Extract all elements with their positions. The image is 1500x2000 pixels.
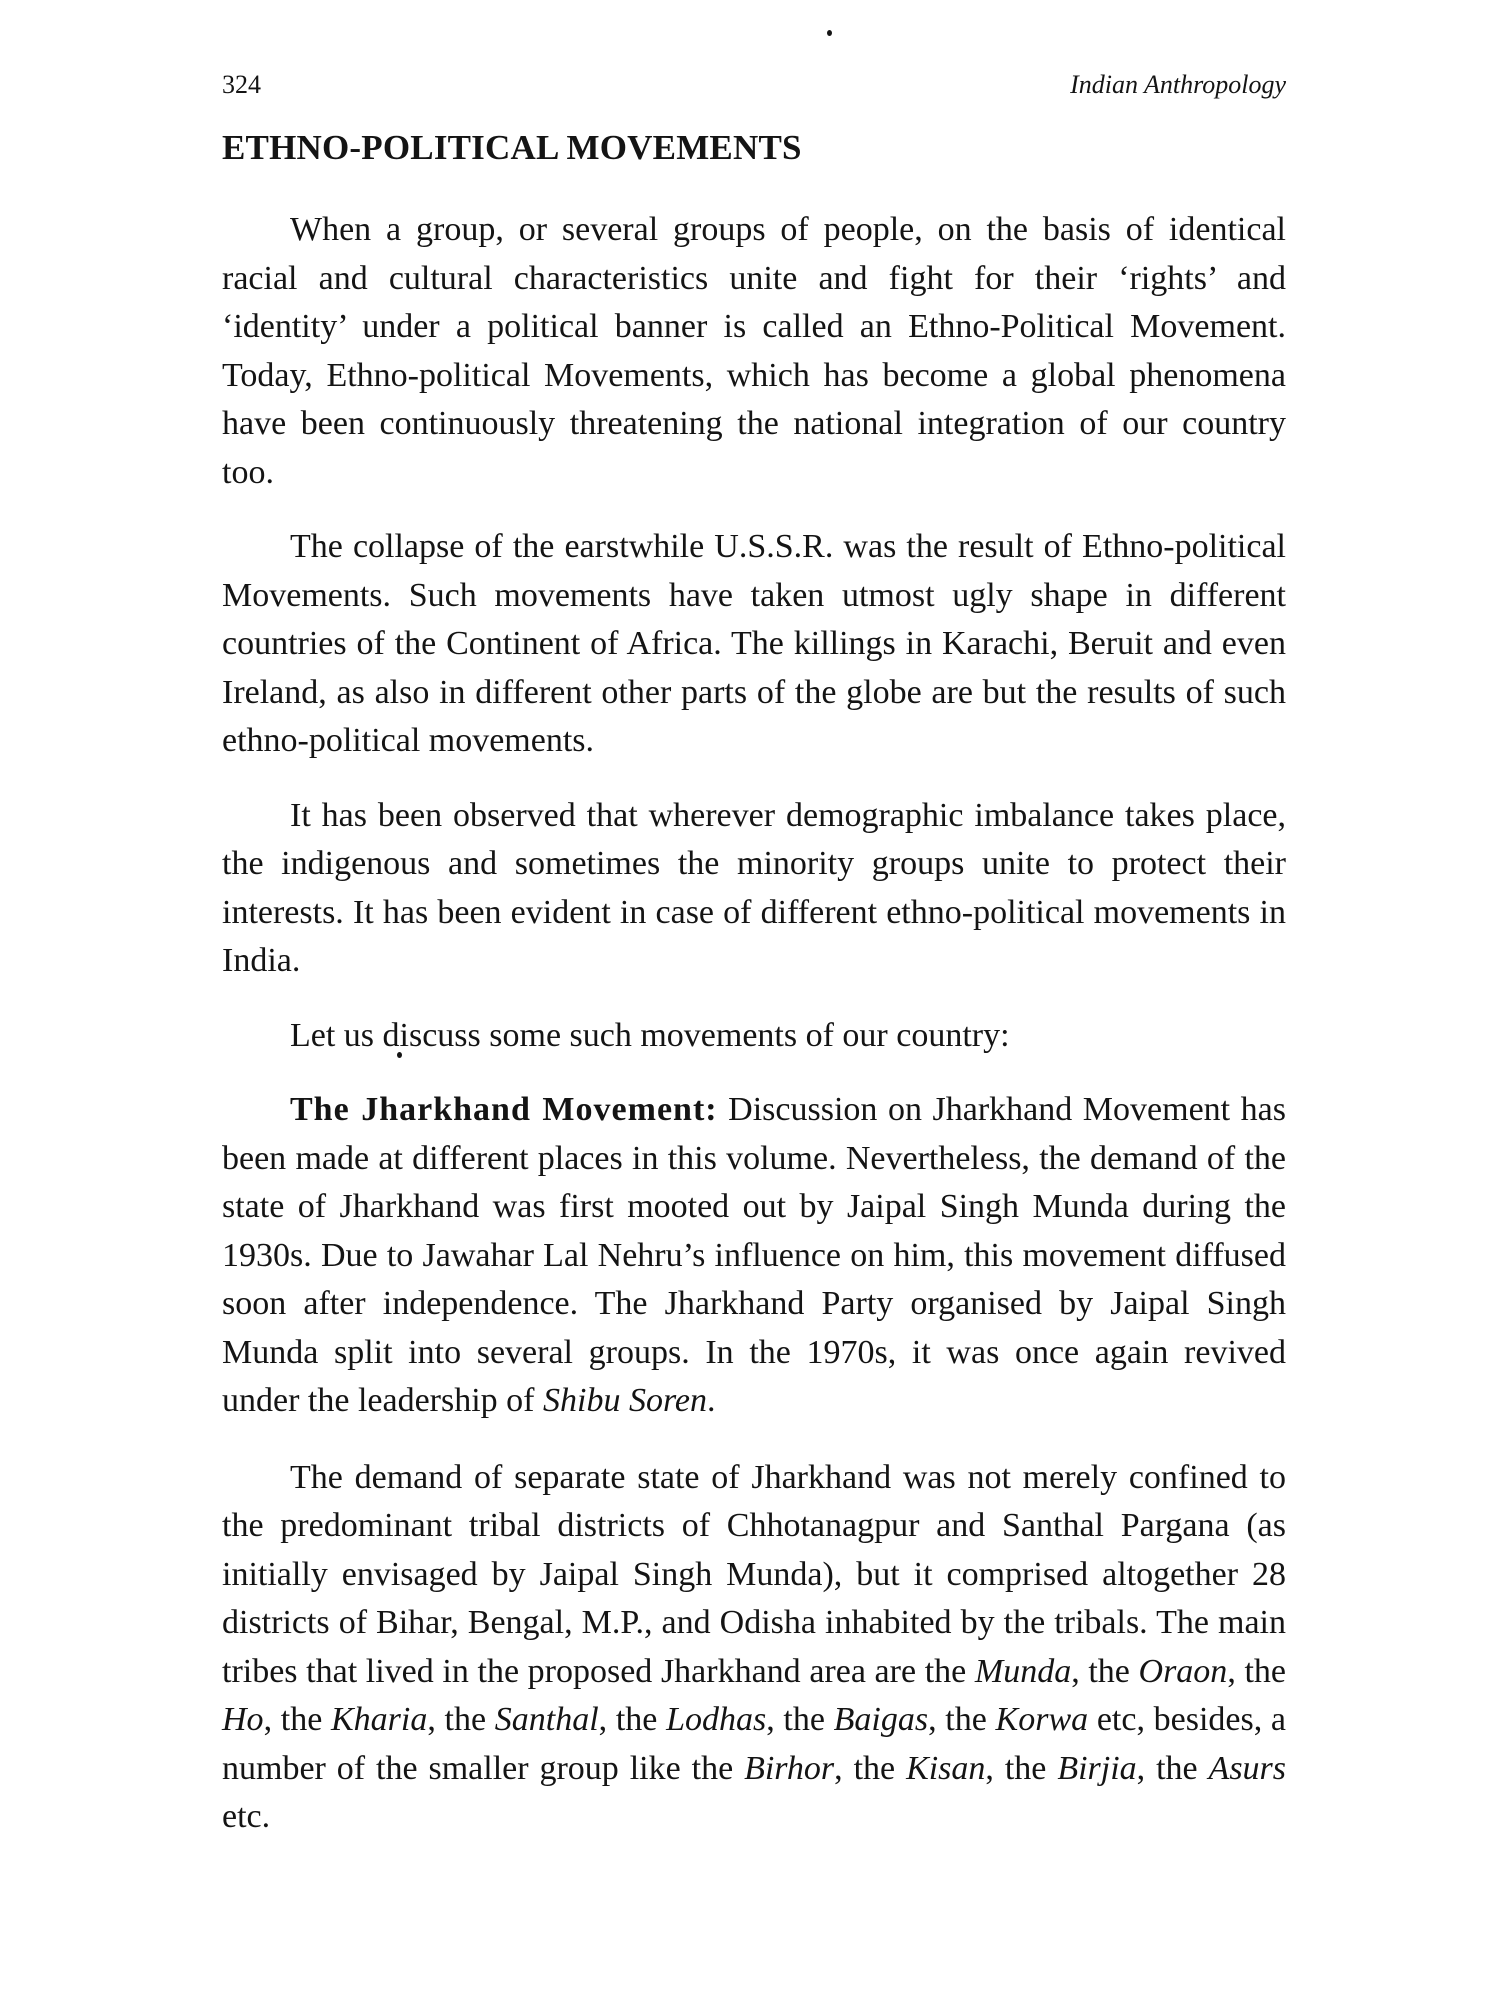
separator: , the bbox=[1136, 1749, 1209, 1787]
tribe-name: Korwa bbox=[995, 1701, 1089, 1738]
leader-name: Shibu Soren bbox=[543, 1382, 708, 1419]
paragraph-ussr: The collapse of the earstwhile U.S.S.R. was the result of Ethno-political Movements. Such movements have taken utmost ugly shape in different countries of the Continent of Africa. The killings in Karachi, Beruit and even Ireland, as also in different other parts of the globe are but the results of such ethno-political movements. bbox=[222, 528, 1286, 759]
tribe-name: Birjia bbox=[1057, 1749, 1137, 1787]
tribe-name: Asurs bbox=[1208, 1749, 1287, 1787]
separator: , the bbox=[834, 1749, 907, 1787]
tribe-name: Lodhas bbox=[666, 1701, 767, 1738]
tribe-name: Birhor bbox=[744, 1749, 835, 1787]
separator: , the bbox=[263, 1701, 331, 1738]
book-page bbox=[222, 0, 1286, 2000]
separator: , the bbox=[1071, 1652, 1139, 1690]
paragraph-tribes bbox=[222, 1454, 1286, 1842]
separator: , the bbox=[766, 1701, 834, 1738]
paragraph-demographic: It has been observed that wherever demographic imbalance takes place, the indigenous and sometimes the minority groups unite to protect their interests. It has been evident in case of different ethno-political movements in India. bbox=[222, 796, 1286, 979]
run-in-heading: The Jharkhand Movement: bbox=[290, 1091, 718, 1128]
body-text bbox=[222, 206, 1286, 1868]
paragraph-text: etc, besides, a number of the smaller group like the bbox=[222, 1701, 1286, 1787]
separator: , the bbox=[928, 1701, 996, 1738]
tribe-name: Kharia bbox=[330, 1701, 428, 1738]
section-heading: ETHNO-POLITICAL MOVEMENTS bbox=[222, 128, 802, 167]
tribe-name: Munda bbox=[974, 1652, 1072, 1690]
running-head bbox=[222, 64, 1286, 104]
paragraph-text: Discussion on Jharkhand Movement has been made at different places in this volume. Nevertheless, the demand of the state of Jharkhand was first mooted out by Jaipal Singh Munda during the 1930s. Due to Jawahar Lal Nehru’s influence on him, this movement diffused soon after independence. The Jharkhand Party organised by Jaipal Singh Munda split into several groups. In the 1970s, it was once again revived under the leadership of bbox=[222, 1091, 1286, 1419]
paragraph-definition: When a group, or several groups of people, on the basis of identical racial and cultural characteristics unite and fight for their ‘rights’ and ‘identity’ under a political banner is called an Ethno-Political Movement. Today, Ethno-political Movements, which has become a global phenomena have been continuously threatening the national integration of our country too. bbox=[222, 211, 1286, 491]
paragraph-text: . bbox=[707, 1382, 716, 1419]
tribe-name: Santhal bbox=[494, 1701, 599, 1738]
print-speck bbox=[827, 30, 832, 36]
separator: , the bbox=[985, 1749, 1058, 1787]
tribe-name: Ho bbox=[222, 1701, 264, 1738]
page-number: 324 bbox=[222, 70, 261, 99]
tribe-name: Kisan bbox=[906, 1749, 986, 1787]
book-title: Indian Anthropology bbox=[1070, 70, 1286, 99]
separator: , the bbox=[427, 1701, 495, 1738]
tribe-name: Oraon bbox=[1138, 1652, 1228, 1690]
tribe-name: Baigas bbox=[833, 1701, 929, 1738]
paragraph-jharkhand bbox=[222, 1086, 1286, 1426]
paragraph-text: The demand of separate state of Jharkhand was not merely confined to the predominant tribal districts of Chhotanagpur and Santhal Pargana (as initially envisaged by Jaipal Singh Munda), but it comprised altogether 28 districts of Bihar, Bengal, M.P., and Odisha inhabited by the tribals. The main tribes that lived in the proposed Jharkhand area are the bbox=[222, 1458, 1286, 1690]
separator: , the bbox=[598, 1701, 667, 1738]
paragraph-text: etc. bbox=[222, 1798, 271, 1835]
paragraph-discuss: Let us discuss some such movements of our country: bbox=[290, 1016, 1010, 1054]
separator: , the bbox=[1227, 1652, 1286, 1690]
